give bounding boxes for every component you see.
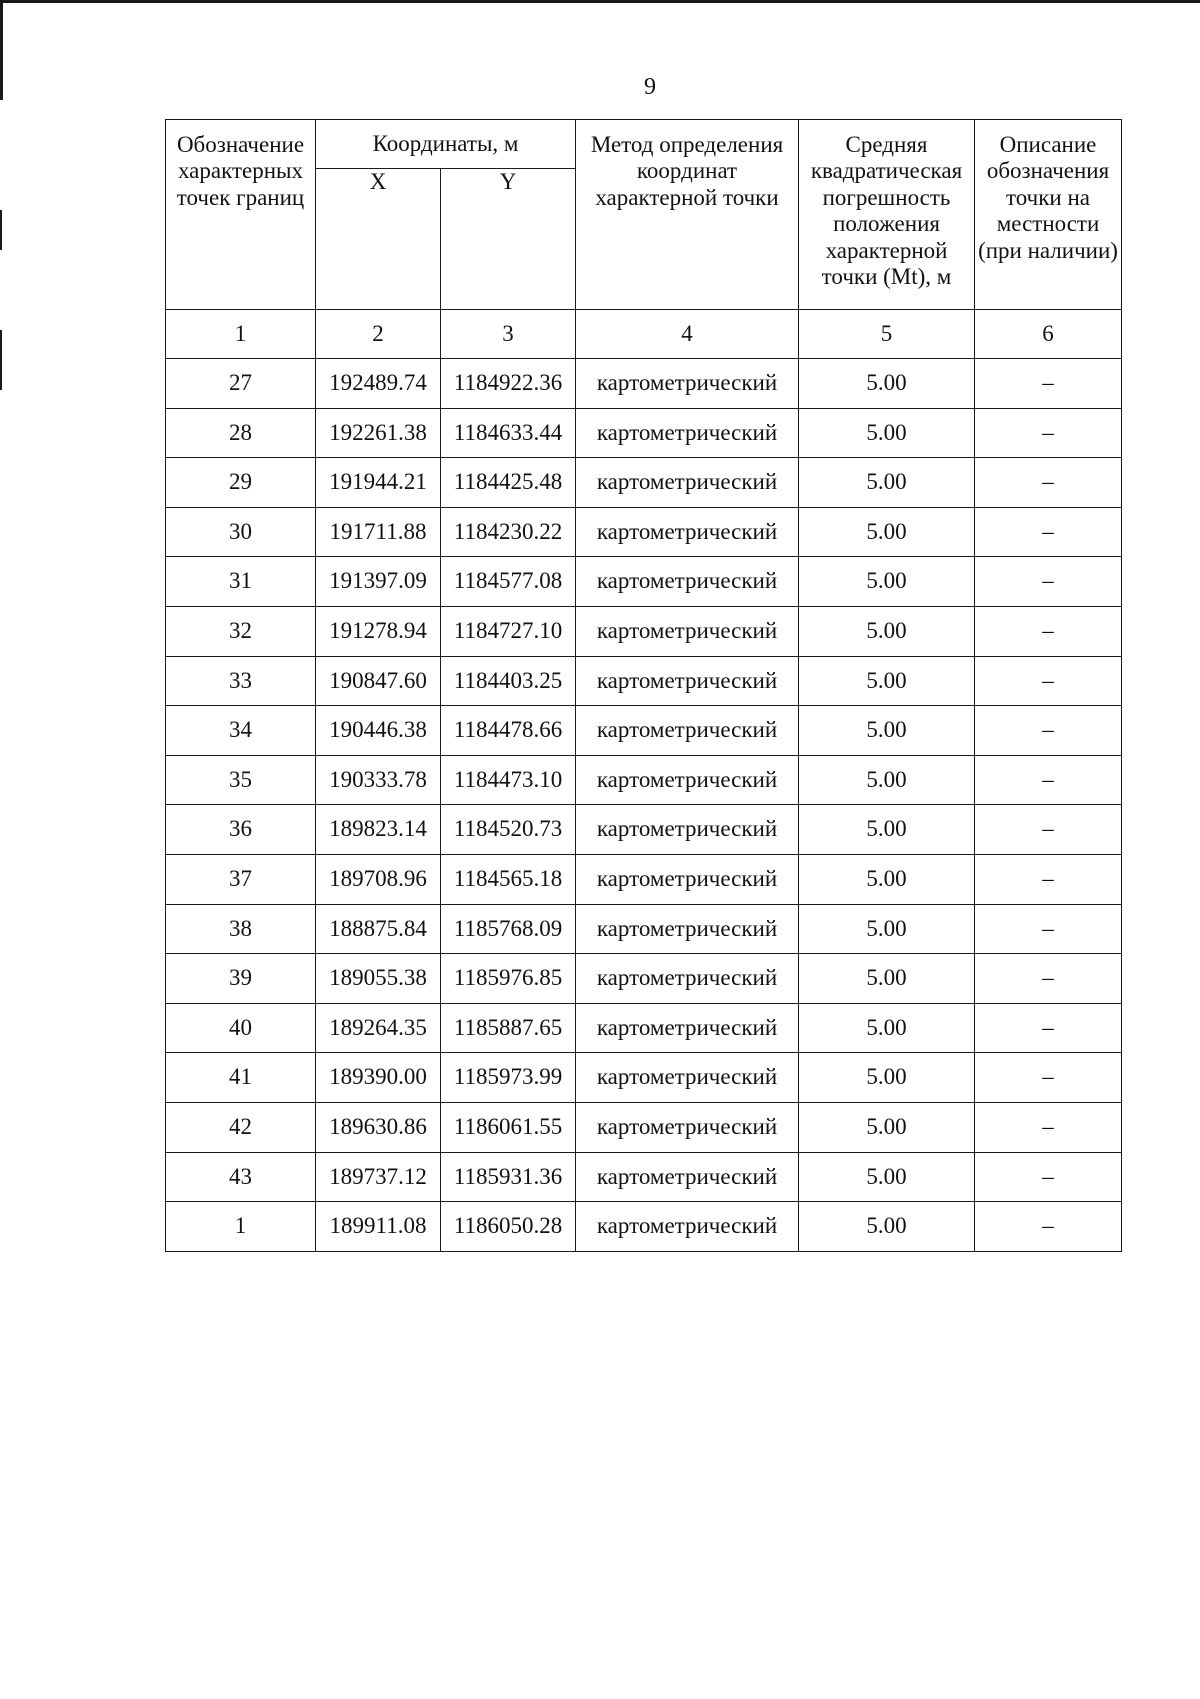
cell-x: 191944.21 <box>316 458 441 508</box>
cell-x: 190847.60 <box>316 656 441 706</box>
cell-point: 30 <box>166 507 316 557</box>
table-row <box>166 359 1122 409</box>
cell-error: 5.00 <box>799 755 975 805</box>
cell-method: картометрический <box>576 1102 799 1152</box>
header-description: Описание обозначения точки на местности (при наличии) <box>975 120 1122 310</box>
cell-method: картометрический <box>576 755 799 805</box>
column-number: 2 <box>316 310 441 359</box>
cell-error: 5.00 <box>799 904 975 954</box>
cell-description: – <box>975 706 1122 756</box>
cell-description: – <box>975 408 1122 458</box>
cell-description: – <box>975 1202 1122 1252</box>
header-x: X <box>316 169 441 310</box>
table-row <box>166 1102 1122 1152</box>
scan-border-left-mark <box>0 210 2 250</box>
cell-y: 1184922.36 <box>441 359 576 409</box>
cell-description: – <box>975 954 1122 1004</box>
cell-description: – <box>975 904 1122 954</box>
cell-y: 1184425.48 <box>441 458 576 508</box>
cell-point: 40 <box>166 1003 316 1053</box>
header-method: Метод определения координат характерной точки <box>576 120 799 310</box>
cell-x: 189708.96 <box>316 854 441 904</box>
table-row <box>166 904 1122 954</box>
table-row <box>166 408 1122 458</box>
cell-method: картометрический <box>576 1152 799 1202</box>
column-number: 1 <box>166 310 316 359</box>
scan-border-left-mark <box>0 330 2 390</box>
table-row <box>166 458 1122 508</box>
cell-point: 39 <box>166 954 316 1004</box>
table-row <box>166 557 1122 607</box>
cell-x: 191278.94 <box>316 606 441 656</box>
cell-error: 5.00 <box>799 1102 975 1152</box>
cell-method: картометрический <box>576 656 799 706</box>
table-row <box>166 854 1122 904</box>
cell-method: картометрический <box>576 1003 799 1053</box>
cell-y: 1184577.08 <box>441 557 576 607</box>
header-y: Y <box>441 169 576 310</box>
cell-method: картометрический <box>576 408 799 458</box>
cell-y: 1186061.55 <box>441 1102 576 1152</box>
cell-description: – <box>975 656 1122 706</box>
cell-method: картометрический <box>576 706 799 756</box>
cell-error: 5.00 <box>799 706 975 756</box>
cell-x: 192261.38 <box>316 408 441 458</box>
cell-point: 37 <box>166 854 316 904</box>
header-coordinates: Координаты, м <box>316 120 576 169</box>
cell-method: картометрический <box>576 507 799 557</box>
cell-point: 27 <box>166 359 316 409</box>
cell-point: 33 <box>166 656 316 706</box>
cell-x: 190446.38 <box>316 706 441 756</box>
cell-method: картометрический <box>576 359 799 409</box>
cell-error: 5.00 <box>799 805 975 855</box>
cell-description: – <box>975 507 1122 557</box>
table-row <box>166 1152 1122 1202</box>
cell-method: картометрический <box>576 854 799 904</box>
column-number: 4 <box>576 310 799 359</box>
cell-y: 1185768.09 <box>441 904 576 954</box>
cell-y: 1185976.85 <box>441 954 576 1004</box>
cell-y: 1185931.36 <box>441 1152 576 1202</box>
cell-error: 5.00 <box>799 1202 975 1252</box>
cell-point: 35 <box>166 755 316 805</box>
table-row <box>166 954 1122 1004</box>
table-row <box>166 805 1122 855</box>
table-body <box>166 359 1122 1252</box>
cell-method: картометрический <box>576 904 799 954</box>
cell-point: 42 <box>166 1102 316 1152</box>
cell-x: 192489.74 <box>316 359 441 409</box>
column-number: 6 <box>975 310 1122 359</box>
table-row <box>166 706 1122 756</box>
cell-y: 1185973.99 <box>441 1053 576 1103</box>
cell-description: – <box>975 1003 1122 1053</box>
cell-method: картометрический <box>576 557 799 607</box>
cell-y: 1184478.66 <box>441 706 576 756</box>
cell-x: 189390.00 <box>316 1053 441 1103</box>
cell-description: – <box>975 1102 1122 1152</box>
header-mean-error: Средняя квадратическая погрешность положения характерной точки (Mt), м <box>799 120 975 310</box>
table-row <box>166 755 1122 805</box>
column-number: 3 <box>441 310 576 359</box>
cell-y: 1184520.73 <box>441 805 576 855</box>
cell-error: 5.00 <box>799 1152 975 1202</box>
cell-x: 190333.78 <box>316 755 441 805</box>
cell-error: 5.00 <box>799 1003 975 1053</box>
table-row <box>166 656 1122 706</box>
cell-x: 189911.08 <box>316 1202 441 1252</box>
header-point-designation: Обозначение характерных точек границ <box>166 120 316 310</box>
cell-x: 188875.84 <box>316 904 441 954</box>
table-row <box>166 1202 1122 1252</box>
page-number: 9 <box>644 74 656 100</box>
cell-point: 1 <box>166 1202 316 1252</box>
cell-point: 32 <box>166 606 316 656</box>
cell-error: 5.00 <box>799 606 975 656</box>
cell-y: 1184403.25 <box>441 656 576 706</box>
cell-y: 1184230.22 <box>441 507 576 557</box>
cell-x: 191397.09 <box>316 557 441 607</box>
cell-x: 189264.35 <box>316 1003 441 1053</box>
cell-y: 1184633.44 <box>441 408 576 458</box>
cell-method: картометрический <box>576 606 799 656</box>
cell-point: 29 <box>166 458 316 508</box>
cell-description: – <box>975 557 1122 607</box>
cell-x: 189055.38 <box>316 954 441 1004</box>
cell-y: 1184727.10 <box>441 606 576 656</box>
cell-description: – <box>975 458 1122 508</box>
cell-point: 38 <box>166 904 316 954</box>
cell-error: 5.00 <box>799 458 975 508</box>
column-number: 5 <box>799 310 975 359</box>
cell-description: – <box>975 854 1122 904</box>
table-row <box>166 1003 1122 1053</box>
table-row <box>166 507 1122 557</box>
cell-x: 189737.12 <box>316 1152 441 1202</box>
cell-description: – <box>975 359 1122 409</box>
cell-description: – <box>975 805 1122 855</box>
cell-error: 5.00 <box>799 557 975 607</box>
cell-description: – <box>975 1152 1122 1202</box>
boundary-points-table <box>165 119 1122 1252</box>
table-row <box>166 1053 1122 1103</box>
cell-point: 28 <box>166 408 316 458</box>
cell-error: 5.00 <box>799 656 975 706</box>
cell-method: картометрический <box>576 1053 799 1103</box>
cell-y: 1184473.10 <box>441 755 576 805</box>
cell-description: – <box>975 755 1122 805</box>
cell-point: 36 <box>166 805 316 855</box>
scan-border-top <box>0 0 1200 3</box>
cell-description: – <box>975 606 1122 656</box>
cell-error: 5.00 <box>799 408 975 458</box>
cell-method: картометрический <box>576 954 799 1004</box>
cell-point: 31 <box>166 557 316 607</box>
cell-x: 189823.14 <box>316 805 441 855</box>
cell-point: 34 <box>166 706 316 756</box>
cell-method: картометрический <box>576 805 799 855</box>
cell-description: – <box>975 1053 1122 1103</box>
cell-error: 5.00 <box>799 1053 975 1103</box>
cell-error: 5.00 <box>799 854 975 904</box>
cell-x: 189630.86 <box>316 1102 441 1152</box>
table-row <box>166 606 1122 656</box>
cell-method: картометрический <box>576 1202 799 1252</box>
cell-point: 41 <box>166 1053 316 1103</box>
cell-error: 5.00 <box>799 507 975 557</box>
cell-x: 191711.88 <box>316 507 441 557</box>
cell-error: 5.00 <box>799 954 975 1004</box>
cell-y: 1186050.28 <box>441 1202 576 1252</box>
cell-y: 1184565.18 <box>441 854 576 904</box>
cell-method: картометрический <box>576 458 799 508</box>
cell-y: 1185887.65 <box>441 1003 576 1053</box>
cell-point: 43 <box>166 1152 316 1202</box>
cell-error: 5.00 <box>799 359 975 409</box>
